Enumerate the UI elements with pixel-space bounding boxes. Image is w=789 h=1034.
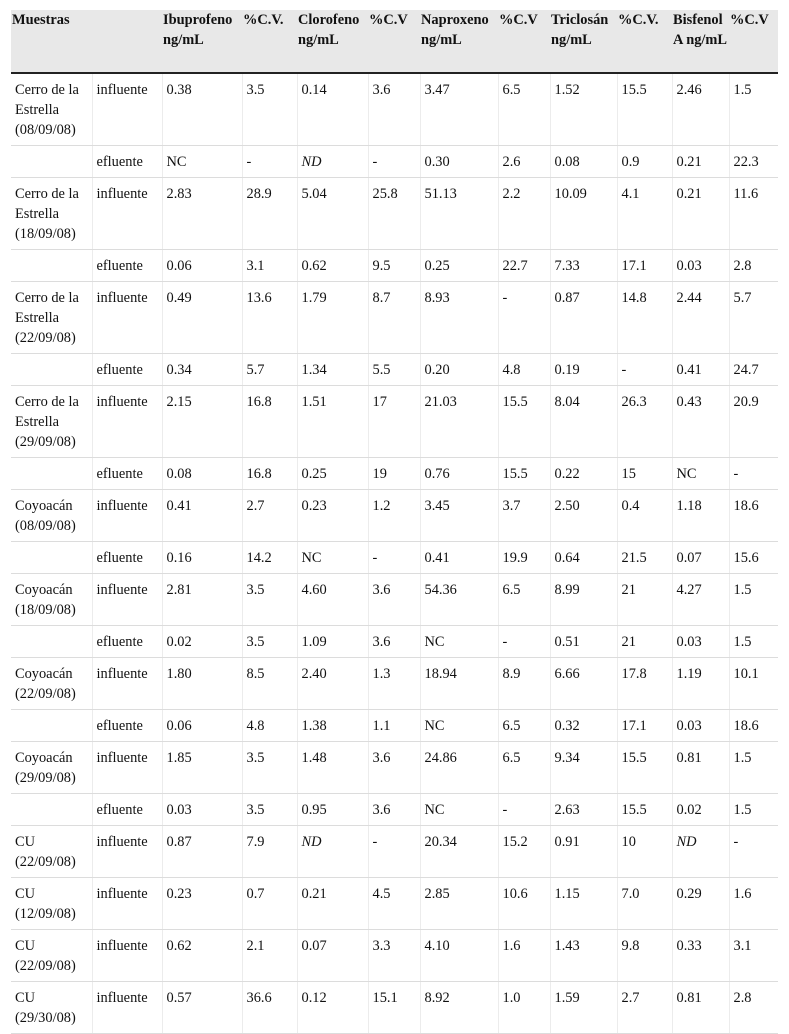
header-cell: Ibuprofeno ng/mL [162, 10, 242, 73]
value-cell: 4.8 [498, 354, 550, 386]
value-cell: 3.6 [368, 742, 420, 794]
value-cell: 51.13 [420, 178, 498, 250]
sample-type-cell: influente [92, 282, 162, 354]
table-body [11, 73, 778, 1034]
value-cell: 1.5 [729, 742, 778, 794]
sample-name-cell: Coyoacán (22/09/08) [11, 658, 92, 710]
header-cell [92, 10, 162, 73]
value-cell: 24.7 [729, 354, 778, 386]
value-cell: 0.08 [162, 458, 242, 490]
value-cell: 0.06 [162, 250, 242, 282]
table-row [11, 354, 778, 386]
value-cell: 0.62 [297, 250, 368, 282]
value-cell: 54.36 [420, 574, 498, 626]
header-cell: %C.V. [242, 10, 297, 73]
value-cell: 0.06 [162, 710, 242, 742]
table-row [11, 930, 778, 982]
sample-type-cell: influente [92, 826, 162, 878]
value-cell: 1.09 [297, 626, 368, 658]
value-cell: 1.34 [297, 354, 368, 386]
value-cell: 22.3 [729, 146, 778, 178]
value-cell: 2.50 [550, 490, 617, 542]
value-cell: 10.1 [729, 658, 778, 710]
value-cell: 0.76 [420, 458, 498, 490]
value-cell: 3.6 [368, 794, 420, 826]
value-cell: 2.8 [729, 982, 778, 1034]
value-cell: 0.07 [672, 542, 729, 574]
sample-type-cell: influente [92, 574, 162, 626]
header-cell: %C.V [729, 10, 778, 73]
value-cell: 1.5 [729, 626, 778, 658]
value-cell: 0.95 [297, 794, 368, 826]
value-cell: 0.33 [672, 930, 729, 982]
sample-name-cell: Cerro de la Estrella (08/09/08) [11, 73, 92, 146]
sample-type-cell: efluente [92, 542, 162, 574]
value-cell: 0.34 [162, 354, 242, 386]
header-cell: %C.V [368, 10, 420, 73]
value-cell: 17.1 [617, 710, 672, 742]
value-cell: 1.59 [550, 982, 617, 1034]
value-cell: 0.62 [162, 930, 242, 982]
header-cell: Muestras [11, 10, 92, 73]
value-cell: 2.40 [297, 658, 368, 710]
value-cell: 21 [617, 626, 672, 658]
value-cell: 0.57 [162, 982, 242, 1034]
value-cell: 0.20 [420, 354, 498, 386]
value-cell: 20.34 [420, 826, 498, 878]
results-table [11, 10, 778, 1034]
value-cell: 8.9 [498, 658, 550, 710]
value-cell: - [498, 794, 550, 826]
header-cell: Clorofeno ng/mL [297, 10, 368, 73]
value-cell: 15.1 [368, 982, 420, 1034]
value-cell: - [498, 282, 550, 354]
value-cell: 1.52 [550, 73, 617, 146]
value-cell: 1.0 [498, 982, 550, 1034]
value-cell: 4.60 [297, 574, 368, 626]
value-cell: 6.66 [550, 658, 617, 710]
value-cell: 0.02 [672, 794, 729, 826]
value-cell: 2.44 [672, 282, 729, 354]
table-row [11, 386, 778, 458]
sample-name-cell: CU (22/09/08) [11, 826, 92, 878]
value-cell: 15.2 [498, 826, 550, 878]
value-cell: 17.8 [617, 658, 672, 710]
value-cell: 1.5 [729, 794, 778, 826]
value-cell: 15.6 [729, 542, 778, 574]
value-cell: 3.5 [242, 742, 297, 794]
value-cell: 24.86 [420, 742, 498, 794]
value-cell: 0.41 [420, 542, 498, 574]
sample-type-cell: influente [92, 178, 162, 250]
table-row [11, 626, 778, 658]
value-cell: 18.94 [420, 658, 498, 710]
value-cell: 0.43 [672, 386, 729, 458]
value-cell: 4.27 [672, 574, 729, 626]
value-cell: 2.8 [729, 250, 778, 282]
value-cell: 0.03 [672, 626, 729, 658]
value-cell: 0.4 [617, 490, 672, 542]
header-cell: %C.V. [617, 10, 672, 73]
table-row [11, 658, 778, 710]
value-cell: 0.87 [162, 826, 242, 878]
sample-type-cell: efluente [92, 146, 162, 178]
value-cell: 8.7 [368, 282, 420, 354]
value-cell: 0.91 [550, 826, 617, 878]
value-cell: 19 [368, 458, 420, 490]
value-cell: 7.33 [550, 250, 617, 282]
value-cell: 0.08 [550, 146, 617, 178]
table-row [11, 282, 778, 354]
sample-type-cell: influente [92, 982, 162, 1034]
value-cell: 8.99 [550, 574, 617, 626]
table-row [11, 982, 778, 1034]
value-cell: - [368, 146, 420, 178]
table-row [11, 458, 778, 490]
value-cell: 1.6 [498, 930, 550, 982]
table-row [11, 178, 778, 250]
value-cell: 0.21 [297, 878, 368, 930]
value-cell: 9.5 [368, 250, 420, 282]
sample-type-cell: influente [92, 742, 162, 794]
value-cell: 3.45 [420, 490, 498, 542]
value-cell: 13.6 [242, 282, 297, 354]
value-cell: 2.81 [162, 574, 242, 626]
sample-name-cell: Coyoacán (08/09/08) [11, 490, 92, 542]
value-cell: 0.21 [672, 146, 729, 178]
value-cell: 1.85 [162, 742, 242, 794]
value-cell: 15.5 [617, 742, 672, 794]
value-cell: 5.04 [297, 178, 368, 250]
value-cell: ND [297, 826, 368, 878]
value-cell: 4.1 [617, 178, 672, 250]
value-cell: 1.51 [297, 386, 368, 458]
table-row [11, 73, 778, 146]
table-row [11, 574, 778, 626]
value-cell: 8.93 [420, 282, 498, 354]
value-cell: 0.07 [297, 930, 368, 982]
value-cell: 5.7 [729, 282, 778, 354]
value-cell: 6.5 [498, 742, 550, 794]
value-cell: 10.6 [498, 878, 550, 930]
value-cell: 3.47 [420, 73, 498, 146]
sample-type-cell: efluente [92, 250, 162, 282]
value-cell: 10.09 [550, 178, 617, 250]
value-cell: 3.5 [242, 794, 297, 826]
table-row [11, 146, 778, 178]
sample-name-cell: Cerro de la Estrella (22/09/08) [11, 282, 92, 354]
header-cell: %C.V [498, 10, 550, 73]
value-cell: 2.15 [162, 386, 242, 458]
value-cell: 7.9 [242, 826, 297, 878]
value-cell: 0.12 [297, 982, 368, 1034]
value-cell: 1.80 [162, 658, 242, 710]
value-cell: 3.3 [368, 930, 420, 982]
value-cell: 8.04 [550, 386, 617, 458]
value-cell: 15.5 [498, 458, 550, 490]
value-cell: 1.5 [729, 73, 778, 146]
value-cell: 1.18 [672, 490, 729, 542]
value-cell: 28.9 [242, 178, 297, 250]
value-cell: NC [420, 710, 498, 742]
value-cell: 4.8 [242, 710, 297, 742]
value-cell: 15.5 [617, 794, 672, 826]
value-cell: 0.03 [672, 250, 729, 282]
value-cell: 4.5 [368, 878, 420, 930]
value-cell: - [617, 354, 672, 386]
value-cell: 1.1 [368, 710, 420, 742]
value-cell: 0.9 [617, 146, 672, 178]
value-cell: 25.8 [368, 178, 420, 250]
value-cell: 0.49 [162, 282, 242, 354]
value-cell: 2.85 [420, 878, 498, 930]
value-cell: 14.8 [617, 282, 672, 354]
sample-type-cell: influente [92, 878, 162, 930]
sample-type-cell: efluente [92, 794, 162, 826]
sample-name-cell: Cerro de la Estrella (29/09/08) [11, 386, 92, 458]
value-cell: 1.6 [729, 878, 778, 930]
value-cell: 0.25 [420, 250, 498, 282]
sample-name-cell [11, 146, 92, 178]
value-cell: 1.15 [550, 878, 617, 930]
value-cell: 7.0 [617, 878, 672, 930]
table-row [11, 826, 778, 878]
value-cell: 3.1 [729, 930, 778, 982]
table-row [11, 542, 778, 574]
value-cell: NC [297, 542, 368, 574]
value-cell: 0.81 [672, 982, 729, 1034]
value-cell: 0.23 [162, 878, 242, 930]
value-cell: 0.22 [550, 458, 617, 490]
value-cell: 21 [617, 574, 672, 626]
value-cell: 8.92 [420, 982, 498, 1034]
value-cell: - [498, 626, 550, 658]
value-cell: 0.16 [162, 542, 242, 574]
table-row [11, 878, 778, 930]
value-cell: 4.10 [420, 930, 498, 982]
value-cell: 9.8 [617, 930, 672, 982]
value-cell: 0.64 [550, 542, 617, 574]
value-cell: 1.43 [550, 930, 617, 982]
value-cell: 3.6 [368, 626, 420, 658]
sample-name-cell [11, 626, 92, 658]
value-cell: 3.5 [242, 574, 297, 626]
table-row [11, 710, 778, 742]
value-cell: ND [297, 146, 368, 178]
table-row [11, 250, 778, 282]
value-cell: 6.5 [498, 710, 550, 742]
value-cell: 1.19 [672, 658, 729, 710]
value-cell: 1.48 [297, 742, 368, 794]
value-cell: 0.29 [672, 878, 729, 930]
value-cell: 1.79 [297, 282, 368, 354]
value-cell: 3.6 [368, 73, 420, 146]
value-cell: 15.5 [617, 73, 672, 146]
value-cell: 10 [617, 826, 672, 878]
sample-name-cell [11, 710, 92, 742]
sample-type-cell: efluente [92, 710, 162, 742]
sample-name-cell [11, 458, 92, 490]
value-cell: 1.38 [297, 710, 368, 742]
value-cell: 2.83 [162, 178, 242, 250]
value-cell: ND [672, 826, 729, 878]
value-cell: 19.9 [498, 542, 550, 574]
header-cell: Naproxeno ng/mL [420, 10, 498, 73]
sample-type-cell: efluente [92, 626, 162, 658]
sample-type-cell: influente [92, 386, 162, 458]
value-cell: 0.38 [162, 73, 242, 146]
sample-name-cell [11, 794, 92, 826]
value-cell: 0.19 [550, 354, 617, 386]
header-cell: Triclosán ng/mL [550, 10, 617, 73]
value-cell: 15 [617, 458, 672, 490]
value-cell: 22.7 [498, 250, 550, 282]
value-cell: 0.03 [162, 794, 242, 826]
value-cell: 2.46 [672, 73, 729, 146]
value-cell: 1.3 [368, 658, 420, 710]
value-cell: 3.1 [242, 250, 297, 282]
value-cell: 1.2 [368, 490, 420, 542]
value-cell: 0.81 [672, 742, 729, 794]
value-cell: - [368, 542, 420, 574]
value-cell: 5.7 [242, 354, 297, 386]
value-cell: 3.5 [242, 626, 297, 658]
value-cell: 21.5 [617, 542, 672, 574]
value-cell: 11.6 [729, 178, 778, 250]
table-row [11, 490, 778, 542]
value-cell: 0.14 [297, 73, 368, 146]
value-cell: 0.51 [550, 626, 617, 658]
sample-type-cell: efluente [92, 458, 162, 490]
table-row [11, 742, 778, 794]
value-cell: 0.87 [550, 282, 617, 354]
value-cell: 15.5 [498, 386, 550, 458]
value-cell: 17 [368, 386, 420, 458]
sample-name-cell: Coyoacán (29/09/08) [11, 742, 92, 794]
value-cell: 21.03 [420, 386, 498, 458]
value-cell: 16.8 [242, 386, 297, 458]
value-cell: 0.21 [672, 178, 729, 250]
value-cell: 18.6 [729, 490, 778, 542]
sample-name-cell: Coyoacán (18/09/08) [11, 574, 92, 626]
value-cell: 0.03 [672, 710, 729, 742]
value-cell: 0.30 [420, 146, 498, 178]
sample-type-cell: influente [92, 658, 162, 710]
sample-name-cell: CU (12/09/08) [11, 878, 92, 930]
value-cell: 8.5 [242, 658, 297, 710]
sample-type-cell: influente [92, 930, 162, 982]
value-cell: 20.9 [729, 386, 778, 458]
value-cell: 0.7 [242, 878, 297, 930]
value-cell: 18.6 [729, 710, 778, 742]
value-cell: 0.02 [162, 626, 242, 658]
sample-name-cell: CU (22/09/08) [11, 930, 92, 982]
value-cell: - [368, 826, 420, 878]
value-cell: 3.7 [498, 490, 550, 542]
value-cell: 3.6 [368, 574, 420, 626]
value-cell: 26.3 [617, 386, 672, 458]
sample-type-cell: influente [92, 490, 162, 542]
sample-name-cell [11, 542, 92, 574]
value-cell: 2.7 [242, 490, 297, 542]
table-row [11, 794, 778, 826]
value-cell: 14.2 [242, 542, 297, 574]
value-cell: - [242, 146, 297, 178]
value-cell: 17.1 [617, 250, 672, 282]
value-cell: 16.8 [242, 458, 297, 490]
value-cell: 6.5 [498, 73, 550, 146]
value-cell: 6.5 [498, 574, 550, 626]
value-cell: NC [420, 794, 498, 826]
sample-name-cell: Cerro de la Estrella (18/09/08) [11, 178, 92, 250]
header-row [11, 10, 778, 73]
sample-type-cell: efluente [92, 354, 162, 386]
value-cell: NC [162, 146, 242, 178]
value-cell: 0.41 [162, 490, 242, 542]
value-cell: - [729, 458, 778, 490]
value-cell: 0.23 [297, 490, 368, 542]
sample-type-cell: influente [92, 73, 162, 146]
sample-name-cell [11, 354, 92, 386]
value-cell: 9.34 [550, 742, 617, 794]
value-cell: 0.32 [550, 710, 617, 742]
value-cell: NC [672, 458, 729, 490]
header-cell: Bisfenol A ng/mL [672, 10, 729, 73]
value-cell: 2.7 [617, 982, 672, 1034]
value-cell: 3.5 [242, 73, 297, 146]
value-cell: 36.6 [242, 982, 297, 1034]
value-cell: 1.5 [729, 574, 778, 626]
value-cell: 2.1 [242, 930, 297, 982]
value-cell: - [729, 826, 778, 878]
value-cell: 2.6 [498, 146, 550, 178]
sample-name-cell [11, 250, 92, 282]
value-cell: 0.25 [297, 458, 368, 490]
value-cell: 5.5 [368, 354, 420, 386]
value-cell: 0.41 [672, 354, 729, 386]
value-cell: NC [420, 626, 498, 658]
value-cell: 2.2 [498, 178, 550, 250]
sample-name-cell: CU (29/30/08) [11, 982, 92, 1034]
value-cell: 2.63 [550, 794, 617, 826]
